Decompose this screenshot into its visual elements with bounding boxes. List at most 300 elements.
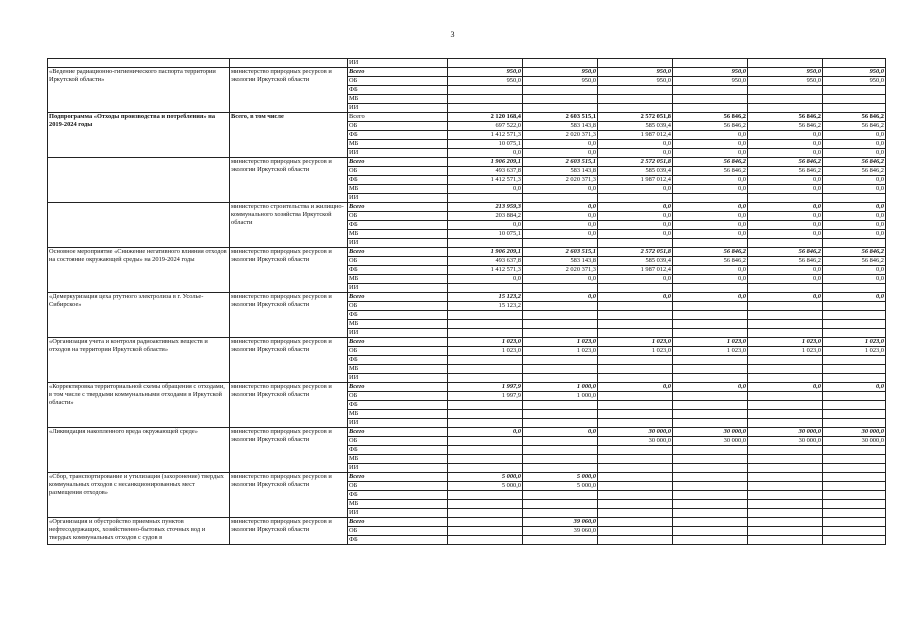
funding-source-cell: ИИ (348, 194, 448, 203)
amount-cell (523, 311, 598, 320)
amount-cell: 56 846,2 (748, 257, 823, 266)
amount-cell: 0,0 (748, 383, 823, 392)
amount-cell: 0,0 (448, 185, 523, 194)
measure-name-cell: «Ведение радиационно-гигиенического паспорта территории Иркутской области» (48, 68, 230, 113)
amount-cell (823, 392, 886, 401)
amount-cell (448, 104, 523, 113)
amount-cell: 0,0 (523, 212, 598, 221)
amount-cell (673, 419, 748, 428)
amount-cell (748, 104, 823, 113)
amount-cell (673, 374, 748, 383)
amount-cell (823, 302, 886, 311)
amount-cell: 950,0 (673, 68, 748, 77)
funding-source-cell: ФБ (348, 401, 448, 410)
funding-source-cell: ИИ (348, 284, 448, 293)
table-row (48, 338, 886, 347)
amount-cell (823, 356, 886, 365)
amount-cell (523, 194, 598, 203)
funding-source-cell: ИИ (348, 104, 448, 113)
amount-cell (748, 311, 823, 320)
amount-cell: 950,0 (448, 77, 523, 86)
amount-cell (673, 464, 748, 473)
amount-cell (748, 518, 823, 527)
amount-cell: 10 075,1 (448, 230, 523, 239)
amount-cell (673, 284, 748, 293)
amount-cell (823, 446, 886, 455)
amount-cell (673, 410, 748, 419)
amount-cell (748, 284, 823, 293)
amount-cell (598, 464, 673, 473)
amount-cell: 0,0 (598, 185, 673, 194)
funding-source-cell: ОБ (348, 212, 448, 221)
amount-cell: 0,0 (598, 293, 673, 302)
amount-cell: 0,0 (673, 383, 748, 392)
amount-cell (448, 365, 523, 374)
amount-cell (448, 536, 523, 545)
funding-source-cell: ИИ (348, 59, 448, 68)
amount-cell: 1 023,0 (598, 347, 673, 356)
amount-cell: 0,0 (748, 266, 823, 275)
amount-cell: 1 023,0 (448, 338, 523, 347)
amount-cell: 1 023,0 (673, 338, 748, 347)
amount-cell (448, 311, 523, 320)
amount-cell: 0,0 (598, 221, 673, 230)
funding-source-cell: МБ (348, 140, 448, 149)
amount-cell: 2 572 051,8 (598, 248, 673, 257)
amount-cell (448, 527, 523, 536)
budget-table (47, 58, 886, 545)
amount-cell: 0,0 (673, 185, 748, 194)
amount-cell (448, 455, 523, 464)
amount-cell (448, 374, 523, 383)
amount-cell (823, 536, 886, 545)
amount-cell: 0,0 (598, 383, 673, 392)
amount-cell (748, 320, 823, 329)
amount-cell: 583 143,8 (523, 122, 598, 131)
amount-cell (673, 302, 748, 311)
funding-source-cell: МБ (348, 95, 448, 104)
amount-cell: 1 987 012,4 (598, 176, 673, 185)
amount-cell: 585 039,4 (598, 257, 673, 266)
funding-source-cell: ОБ (348, 347, 448, 356)
responsible-executor-cell: министерство природных ресурсов и экологии Иркутской области (230, 338, 348, 383)
responsible-executor-cell: Всего, в том числе (230, 113, 348, 158)
funding-source-cell: МБ (348, 275, 448, 284)
amount-cell (673, 311, 748, 320)
measure-name-cell: «Организация учета и контроля радиоактивных веществ и отходов на территории Иркутской области» (48, 338, 230, 383)
amount-cell (598, 473, 673, 482)
amount-cell (748, 194, 823, 203)
amount-cell: 1 906 209,1 (448, 248, 523, 257)
amount-cell: 0,0 (748, 185, 823, 194)
amount-cell: 56 846,2 (823, 158, 886, 167)
amount-cell: 950,0 (448, 68, 523, 77)
measure-name-cell (48, 158, 230, 203)
amount-cell (823, 482, 886, 491)
amount-cell (523, 374, 598, 383)
funding-source-cell: Всего (348, 158, 448, 167)
amount-cell: 0,0 (748, 221, 823, 230)
amount-cell (523, 419, 598, 428)
funding-source-cell: Всего (348, 428, 448, 437)
funding-source-cell: ФБ (348, 221, 448, 230)
amount-cell: 56 846,2 (823, 113, 886, 122)
amount-cell (523, 104, 598, 113)
amount-cell (748, 536, 823, 545)
amount-cell: 56 846,2 (748, 158, 823, 167)
amount-cell: 0,0 (673, 149, 748, 158)
amount-cell: 1 023,0 (598, 338, 673, 347)
funding-source-cell: Всего (348, 518, 448, 527)
amount-cell: 0,0 (748, 176, 823, 185)
amount-cell: 56 846,2 (673, 113, 748, 122)
amount-cell (448, 500, 523, 509)
amount-cell (823, 509, 886, 518)
amount-cell: 39 060,0 (523, 527, 598, 536)
amount-cell (523, 284, 598, 293)
amount-cell: 0,0 (598, 212, 673, 221)
amount-cell: 203 884,2 (448, 212, 523, 221)
amount-cell: 0,0 (673, 230, 748, 239)
amount-cell: 0,0 (598, 230, 673, 239)
amount-cell: 583 143,8 (523, 257, 598, 266)
funding-source-cell: МБ (348, 185, 448, 194)
amount-cell (748, 527, 823, 536)
amount-cell (598, 446, 673, 455)
amount-cell (598, 518, 673, 527)
amount-cell: 0,0 (523, 149, 598, 158)
funding-source-cell: ФБ (348, 446, 448, 455)
responsible-executor-cell: министерство природных ресурсов и экологии Иркутской области (230, 158, 348, 203)
amount-cell: 950,0 (598, 68, 673, 77)
amount-cell: 0,0 (748, 212, 823, 221)
amount-cell (748, 446, 823, 455)
responsible-executor-cell: министерство природных ресурсов и экологии Иркутской области (230, 248, 348, 293)
amount-cell: 1 023,0 (523, 338, 598, 347)
amount-cell (748, 239, 823, 248)
amount-cell (673, 194, 748, 203)
amount-cell (523, 536, 598, 545)
amount-cell (748, 464, 823, 473)
amount-cell: 493 637,8 (448, 257, 523, 266)
amount-cell: 1 023,0 (748, 347, 823, 356)
amount-cell: 10 075,1 (448, 140, 523, 149)
funding-source-cell: ФБ (348, 491, 448, 500)
amount-cell: 56 846,2 (823, 122, 886, 131)
amount-cell (523, 401, 598, 410)
amount-cell (748, 374, 823, 383)
amount-cell: 0,0 (823, 383, 886, 392)
responsible-executor-cell: министерство природных ресурсов и экологии Иркутской области (230, 68, 348, 113)
amount-cell (823, 86, 886, 95)
amount-cell (598, 491, 673, 500)
amount-cell (823, 464, 886, 473)
amount-cell: 950,0 (523, 68, 598, 77)
amount-cell (448, 239, 523, 248)
amount-cell (523, 86, 598, 95)
amount-cell (673, 536, 748, 545)
amount-cell: 39 060,0 (523, 518, 598, 527)
amount-cell: 56 846,2 (748, 167, 823, 176)
amount-cell (448, 284, 523, 293)
amount-cell (748, 302, 823, 311)
amount-cell (598, 356, 673, 365)
measure-name-cell: «Корректировка территориальной схемы обращения с отходами, в том числе с твердыми коммунальными отходами в Иркутской области» (48, 383, 230, 428)
amount-cell (748, 356, 823, 365)
funding-source-cell: ИИ (348, 329, 448, 338)
amount-cell (598, 284, 673, 293)
amount-cell (673, 500, 748, 509)
funding-source-cell: ИИ (348, 239, 448, 248)
responsible-executor-cell (230, 59, 348, 68)
amount-cell: 1 906 209,1 (448, 158, 523, 167)
funding-source-cell: Всего (348, 68, 448, 77)
amount-cell (523, 329, 598, 338)
amount-cell: 30 000,0 (748, 437, 823, 446)
amount-cell (823, 527, 886, 536)
amount-cell: 0,0 (823, 266, 886, 275)
amount-cell (823, 95, 886, 104)
funding-source-cell: МБ (348, 320, 448, 329)
funding-source-cell: ФБ (348, 311, 448, 320)
responsible-executor-cell: министерство природных ресурсов и экологии Иркутской области (230, 428, 348, 473)
amount-cell (823, 104, 886, 113)
amount-cell (673, 518, 748, 527)
amount-cell (823, 473, 886, 482)
amount-cell: 5 000,0 (523, 482, 598, 491)
responsible-executor-cell: министерство строительства и жилищно-коммунального хозяйства Иркутской области (230, 203, 348, 248)
amount-cell: 0,0 (823, 212, 886, 221)
amount-cell: 2 020 371,3 (523, 176, 598, 185)
amount-cell: 950,0 (523, 77, 598, 86)
funding-source-cell: Всего (348, 383, 448, 392)
amount-cell (598, 410, 673, 419)
amount-cell (823, 401, 886, 410)
funding-source-cell: Всего (348, 338, 448, 347)
amount-cell: 0,0 (823, 203, 886, 212)
amount-cell (823, 365, 886, 374)
funding-source-cell: МБ (348, 410, 448, 419)
amount-cell (598, 329, 673, 338)
amount-cell: 56 846,2 (748, 122, 823, 131)
amount-cell (673, 401, 748, 410)
amount-cell (523, 410, 598, 419)
amount-cell (748, 419, 823, 428)
funding-source-cell: Всего (348, 248, 448, 257)
amount-cell: 950,0 (823, 68, 886, 77)
amount-cell (523, 356, 598, 365)
amount-cell: 56 846,2 (673, 122, 748, 131)
amount-cell (673, 365, 748, 374)
table-row (48, 518, 886, 527)
amount-cell: 0,0 (673, 176, 748, 185)
amount-cell: 0,0 (523, 203, 598, 212)
funding-source-cell: ОБ (348, 122, 448, 131)
amount-cell: 0,0 (823, 149, 886, 158)
amount-cell: 0,0 (673, 293, 748, 302)
amount-cell: 493 637,8 (448, 167, 523, 176)
amount-cell: 585 039,4 (598, 122, 673, 131)
amount-cell (598, 311, 673, 320)
amount-cell (448, 356, 523, 365)
amount-cell: 56 846,2 (823, 167, 886, 176)
amount-cell: 56 846,2 (673, 257, 748, 266)
amount-cell: 30 000,0 (823, 437, 886, 446)
amount-cell: 1 023,0 (673, 347, 748, 356)
amount-cell: 0,0 (748, 230, 823, 239)
amount-cell: 0,0 (673, 203, 748, 212)
funding-source-cell: Всего (348, 113, 448, 122)
amount-cell: 0,0 (523, 428, 598, 437)
amount-cell (523, 500, 598, 509)
amount-cell: 30 000,0 (673, 428, 748, 437)
funding-source-cell: ИИ (348, 419, 448, 428)
responsible-executor-cell: министерство природных ресурсов и экологии Иркутской области (230, 293, 348, 338)
amount-cell (523, 509, 598, 518)
measure-name-cell: «Сбор, транспортирование и утилизация (захоронение) твердых коммунальных отходов с несанкционированных мест размещения отходов» (48, 473, 230, 518)
amount-cell (748, 491, 823, 500)
amount-cell (823, 194, 886, 203)
amount-cell: 950,0 (748, 77, 823, 86)
amount-cell: 0,0 (448, 221, 523, 230)
amount-cell (673, 455, 748, 464)
amount-cell (598, 365, 673, 374)
amount-cell (748, 86, 823, 95)
funding-source-cell: ИИ (348, 374, 448, 383)
funding-source-cell: Всего (348, 203, 448, 212)
amount-cell (748, 329, 823, 338)
amount-cell: 0,0 (748, 203, 823, 212)
funding-source-cell: ОБ (348, 437, 448, 446)
amount-cell: 0,0 (823, 221, 886, 230)
responsible-executor-cell: министерство природных ресурсов и экологии Иркутской области (230, 473, 348, 518)
amount-cell: 0,0 (823, 140, 886, 149)
amount-cell: 0,0 (598, 203, 673, 212)
funding-source-cell: МБ (348, 365, 448, 374)
amount-cell: 56 846,2 (748, 113, 823, 122)
page-number: 3 (450, 30, 455, 39)
table-row (48, 203, 886, 212)
amount-cell: 30 000,0 (748, 428, 823, 437)
amount-cell: 0,0 (823, 176, 886, 185)
amount-cell: 0,0 (823, 131, 886, 140)
amount-cell (448, 410, 523, 419)
amount-cell: 2 572 051,8 (598, 113, 673, 122)
amount-cell (523, 446, 598, 455)
amount-cell: 30 000,0 (598, 437, 673, 446)
amount-cell: 950,0 (598, 77, 673, 86)
amount-cell (673, 329, 748, 338)
amount-cell (673, 95, 748, 104)
amount-cell: 0,0 (523, 293, 598, 302)
amount-cell (673, 320, 748, 329)
amount-cell: 2 020 371,3 (523, 266, 598, 275)
amount-cell (448, 194, 523, 203)
amount-cell (748, 392, 823, 401)
amount-cell: 15 123,2 (448, 302, 523, 311)
amount-cell: 2 120 168,4 (448, 113, 523, 122)
amount-cell (823, 311, 886, 320)
amount-cell (748, 509, 823, 518)
amount-cell (673, 446, 748, 455)
responsible-executor-cell: министерство природных ресурсов и экологии Иркутской области (230, 383, 348, 428)
amount-cell (448, 437, 523, 446)
amount-cell: 2 603 515,1 (523, 158, 598, 167)
amount-cell: 0,0 (748, 275, 823, 284)
amount-cell: 56 846,2 (748, 248, 823, 257)
amount-cell (823, 329, 886, 338)
amount-cell (748, 95, 823, 104)
amount-cell: 30 000,0 (598, 428, 673, 437)
amount-cell: 0,0 (673, 140, 748, 149)
funding-source-cell: ИИ (348, 149, 448, 158)
amount-cell (823, 455, 886, 464)
table-row (48, 68, 886, 77)
amount-cell: 1 412 571,3 (448, 131, 523, 140)
amount-cell: 1 023,0 (823, 347, 886, 356)
amount-cell (523, 239, 598, 248)
amount-cell (523, 59, 598, 68)
amount-cell (673, 59, 748, 68)
table-row (48, 428, 886, 437)
amount-cell (823, 419, 886, 428)
amount-cell (598, 536, 673, 545)
amount-cell (448, 59, 523, 68)
amount-cell (598, 482, 673, 491)
amount-cell: 0,0 (598, 140, 673, 149)
amount-cell: 1 987 012,4 (598, 266, 673, 275)
amount-cell (523, 95, 598, 104)
amount-cell (523, 365, 598, 374)
amount-cell (748, 482, 823, 491)
amount-cell: 2 020 371,3 (523, 131, 598, 140)
funding-source-cell: Всего (348, 473, 448, 482)
amount-cell (673, 527, 748, 536)
amount-cell (448, 329, 523, 338)
amount-cell (598, 86, 673, 95)
amount-cell: 0,0 (523, 221, 598, 230)
amount-cell: 0,0 (823, 293, 886, 302)
amount-cell (823, 491, 886, 500)
amount-cell (823, 284, 886, 293)
funding-source-cell: ИИ (348, 509, 448, 518)
amount-cell: 2 603 515,1 (523, 248, 598, 257)
amount-cell: 950,0 (748, 68, 823, 77)
amount-cell (448, 446, 523, 455)
amount-cell: 0,0 (448, 275, 523, 284)
amount-cell: 585 039,4 (598, 167, 673, 176)
amount-cell (673, 509, 748, 518)
funding-source-cell: ОБ (348, 167, 448, 176)
funding-source-cell: ОБ (348, 77, 448, 86)
amount-cell: 0,0 (673, 221, 748, 230)
amount-cell: 0,0 (448, 428, 523, 437)
amount-cell (598, 239, 673, 248)
amount-cell (823, 500, 886, 509)
measure-name-cell (48, 59, 230, 68)
amount-cell (823, 410, 886, 419)
amount-cell: 0,0 (748, 293, 823, 302)
amount-cell: 0,0 (673, 266, 748, 275)
amount-cell (598, 104, 673, 113)
amount-cell (598, 455, 673, 464)
amount-cell (523, 320, 598, 329)
amount-cell: 0,0 (523, 140, 598, 149)
amount-cell (673, 491, 748, 500)
amount-cell: 56 846,2 (673, 158, 748, 167)
amount-cell (448, 95, 523, 104)
amount-cell (523, 302, 598, 311)
